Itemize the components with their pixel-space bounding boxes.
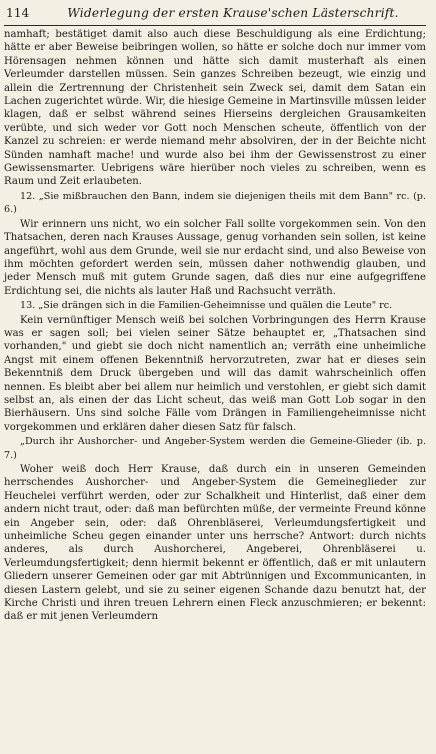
paragraph-reply-12: Wir erinnern uns nicht, wo ein solcher Fall sollte vorgekommen sein. Von den Thatsachen, deren nach Krauses Aussage, genug vorhanden sein sollen, ist keine angeführt, wohl aus dem Grunde, weil sie nur erdacht sind, und also Beweise von ihm möchten gefordert werden sein, müssen daher nothwendig glauben, und jeder Mensch muß mit gutem Grunde sagen, daß dies nur eine aufgegriffene Erdichtung sei, die nichts als lauter Haß und Rachsucht verräth. xyxy=(4,218,426,297)
header-rule xyxy=(4,25,426,26)
paragraph-reply-14: Woher weiß doch Herr Krause, daß durch ein in unseren Gemeinden herrschendes Aushorcher- und Angeber-System die Gemeineglieder zur Heuchelei verführt werden, oder zur Schalkheit und Hinterlist, daß einer dem andern nicht traut, oder: daß man befürchten müße, der vermeinte Freund könne ein Angeber sein, oder: daß Ohrenbläserei, Verleumdungsfertigkeit und unheimliche Scheu gegen einander unter uns herrsche? Antwort: durch nichts anderes, als durch Aushorcherei, Angeberei, Ohrenbläserei u. Verleumdungsfertigkeit; denn hiermit bekennt er öffentlich, daß er mit unlautern Gliedern unserer Gemeinen oder gar mit Abtrünnigen und Excommunicanten, in diesen Lastern gelebt, und sie zu seiner eigenen Schande dazu benutzt hat, der Kirche Christi und ihren treuen Lehrern einen Fleck anzuschmieren; er bekennt: daß er mit jenen Verleumdern xyxy=(4,464,426,623)
page-header xyxy=(4,6,426,24)
running-title: Widerlegung der ersten Krause'schen Lästerschrift. xyxy=(67,6,399,20)
paragraph-continuation: namhaft; bestätiget damit also auch diese Beschuldigung als eine Erdichtung; hätte er aber Beweise beibringen wollen, so hätte er solche doch nur immer vom Hörensagen nehmen können und hätte sich damit musterhaft als einen Verleumder darstellen müssen. Sein ganzes Schreiben bezeugt, wie einzig und allein die Zertrennung der Christenheit sein Zweck sei, damit dem Satan ein Lachen zugerichtet würde. Wir, die hiesige Gemeine in Martinsville müssen leider klagen, daß er selbst während seines Hierseins dergleichen Grausamkeiten verübte, und sich weder vor Gott noch Menschen scheute, öffentlich von der Kanzel zu schreien: er werde niemand mehr absolviren, der in der Beichte nicht Sünden namhaft mache! und wurde also bei ihm der Gewissenstrost zu einer Gewissensmarter. Uebrigens wäre hierüber noch vieles zu schreiben, wenn es Raum und Zeit erlaubeten. xyxy=(4,29,426,188)
body-text xyxy=(4,28,426,624)
quote-item-13: 13. „Sie drängen sich in die Familien-Geheimnisse und quälen die Leute" rc. xyxy=(20,300,393,312)
page-number: 114 xyxy=(6,6,30,20)
quote-item-14: „Durch ihr Aushorcher- und Angeber-System werden die Gemeine-Glieder (ib. p. 7.) xyxy=(4,436,426,461)
quote-item-12: 12. „Sie mißbrauchen den Bann, indem sie diejenigen theils mit dem Bann" rc. (p. 6.) xyxy=(4,190,426,216)
paragraph-reply-13: Kein vernünftiger Mensch weiß bei solchen Vorbringungen des Herrn Krause was er sagen soll; bei vielen seiner Sätze behauptet er, „Thatsachen sind vorhanden," und giebt sie doch nicht namentlich an; verräth eine unheimliche Angst mit einem offenen Bekenntniß hervorzutreten, zwar hat er dieses sein Bekenntniß dem Druck übergeben und will das damit wahrscheinlich offen nennen. Es bleibt aber bei allem nur heimlich und verstohlen, er giebt sich damit selbst an, als einen der das Licht scheut, das weiß man Gott Lob sogar in den Bierhäusern. Uns sind solche Fälle vom Drängen in Familiengeheimnisse nicht vorgekommen und erklären daher diesen Satz für falsch. xyxy=(4,314,426,433)
